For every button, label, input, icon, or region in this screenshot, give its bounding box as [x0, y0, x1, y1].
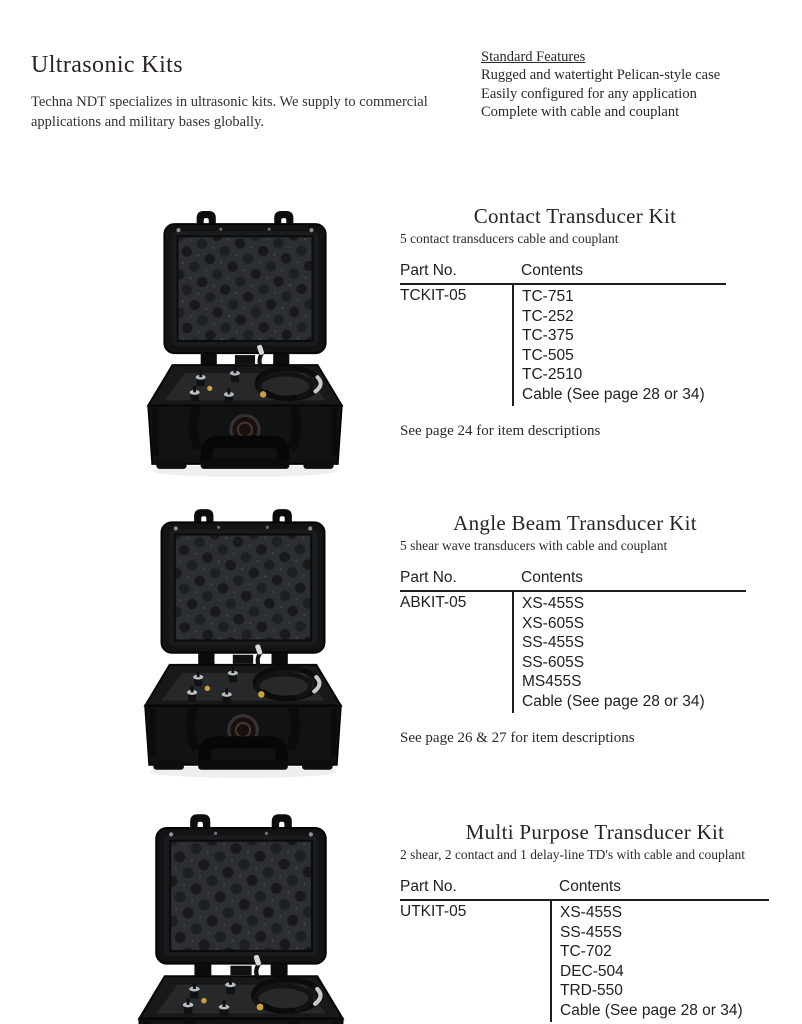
- contents-item: TRD-550: [560, 982, 623, 999]
- table-body: [400, 592, 746, 713]
- kit-section-multi-purpose: [400, 820, 790, 1022]
- col-header-contents: Contents: [521, 569, 584, 586]
- table-header-row: [400, 569, 746, 592]
- kit-subtitle: 5 contact transducers cable and couplant: [400, 231, 619, 246]
- table-header-row: [400, 262, 726, 285]
- contents-item: XS-455S: [522, 595, 585, 612]
- contents-item: SS-605S: [522, 653, 585, 671]
- intro-text: Techna NDT specializes in ultrasonic kits. We supply to commercial applications and military bases globally.: [31, 94, 428, 130]
- contents-item: Cable (See page 28 or 34): [522, 692, 705, 710]
- table-body: [400, 901, 769, 1022]
- col-header-part: Part No.: [400, 878, 457, 895]
- contents-item: Cable (See page 28 or 34): [560, 1001, 743, 1019]
- contents-item: Cable (See page 28 or 34): [522, 385, 705, 403]
- contents-item: SS-455S: [522, 634, 585, 651]
- kit-table: [400, 262, 726, 406]
- pelican-case-photo-angle-beam-kit: [141, 504, 345, 781]
- standard-features: [481, 48, 781, 122]
- part-no: ABKIT-05: [400, 594, 467, 611]
- contents-item: TC-375: [522, 327, 574, 344]
- kit-subtitle: 2 shear, 2 contact and 1 delay-line TD's with cable and couplant: [400, 847, 746, 862]
- table-header-row: [400, 878, 769, 901]
- contents-list: [550, 901, 769, 1022]
- contents-item: SS-455S: [560, 923, 623, 941]
- table-body: [400, 285, 726, 406]
- kit-table: [400, 878, 769, 1022]
- col-header-part: Part No.: [400, 569, 457, 586]
- features-heading: Standard Features: [481, 49, 586, 65]
- contents-item: XS-455S: [560, 904, 623, 921]
- kit-section-contact: [400, 204, 750, 440]
- contents-item: TC-505: [522, 346, 574, 364]
- kit-title: Contact Transducer Kit: [473, 204, 677, 228]
- kit-title: Angle Beam Transducer Kit: [453, 511, 697, 535]
- contents-list: [512, 285, 726, 406]
- kit-section-angle-beam: [400, 511, 750, 747]
- contents-list: [512, 592, 746, 713]
- page-title: Ultrasonic Kits: [31, 52, 183, 78]
- kit-subtitle: 5 shear wave transducers with cable and couplant: [400, 538, 668, 553]
- kit-note: See page 26 & 27 for item descriptions: [400, 730, 635, 746]
- col-header-part: Part No.: [400, 262, 457, 279]
- contents-item: TC-2510: [522, 366, 583, 383]
- feature-item: Rugged and watertight Pelican-style case: [481, 67, 721, 84]
- kit-table: [400, 569, 746, 713]
- contents-item: DEC-504: [560, 962, 624, 980]
- kit-note: See page 24 for item descriptions: [400, 423, 601, 439]
- col-header-contents: Contents: [559, 878, 622, 895]
- contents-item: TC-751: [522, 288, 574, 305]
- kit-title: Multi Purpose Transducer Kit: [465, 820, 725, 844]
- part-no: UTKIT-05: [400, 903, 467, 920]
- pelican-case-photo-contact-kit: [144, 206, 346, 480]
- contents-item: MS455S: [522, 673, 582, 690]
- contents-item: TC-252: [522, 307, 574, 325]
- feature-item: Complete with cable and couplant: [481, 104, 680, 121]
- col-header-contents: Contents: [521, 262, 584, 279]
- contents-item: TC-702: [560, 943, 612, 960]
- contents-item: XS-605S: [522, 614, 585, 632]
- feature-item: Easily configured for any application: [481, 85, 697, 102]
- pelican-case-photo-multi-purpose-kit: [135, 809, 347, 1024]
- part-no: TCKIT-05: [400, 287, 467, 304]
